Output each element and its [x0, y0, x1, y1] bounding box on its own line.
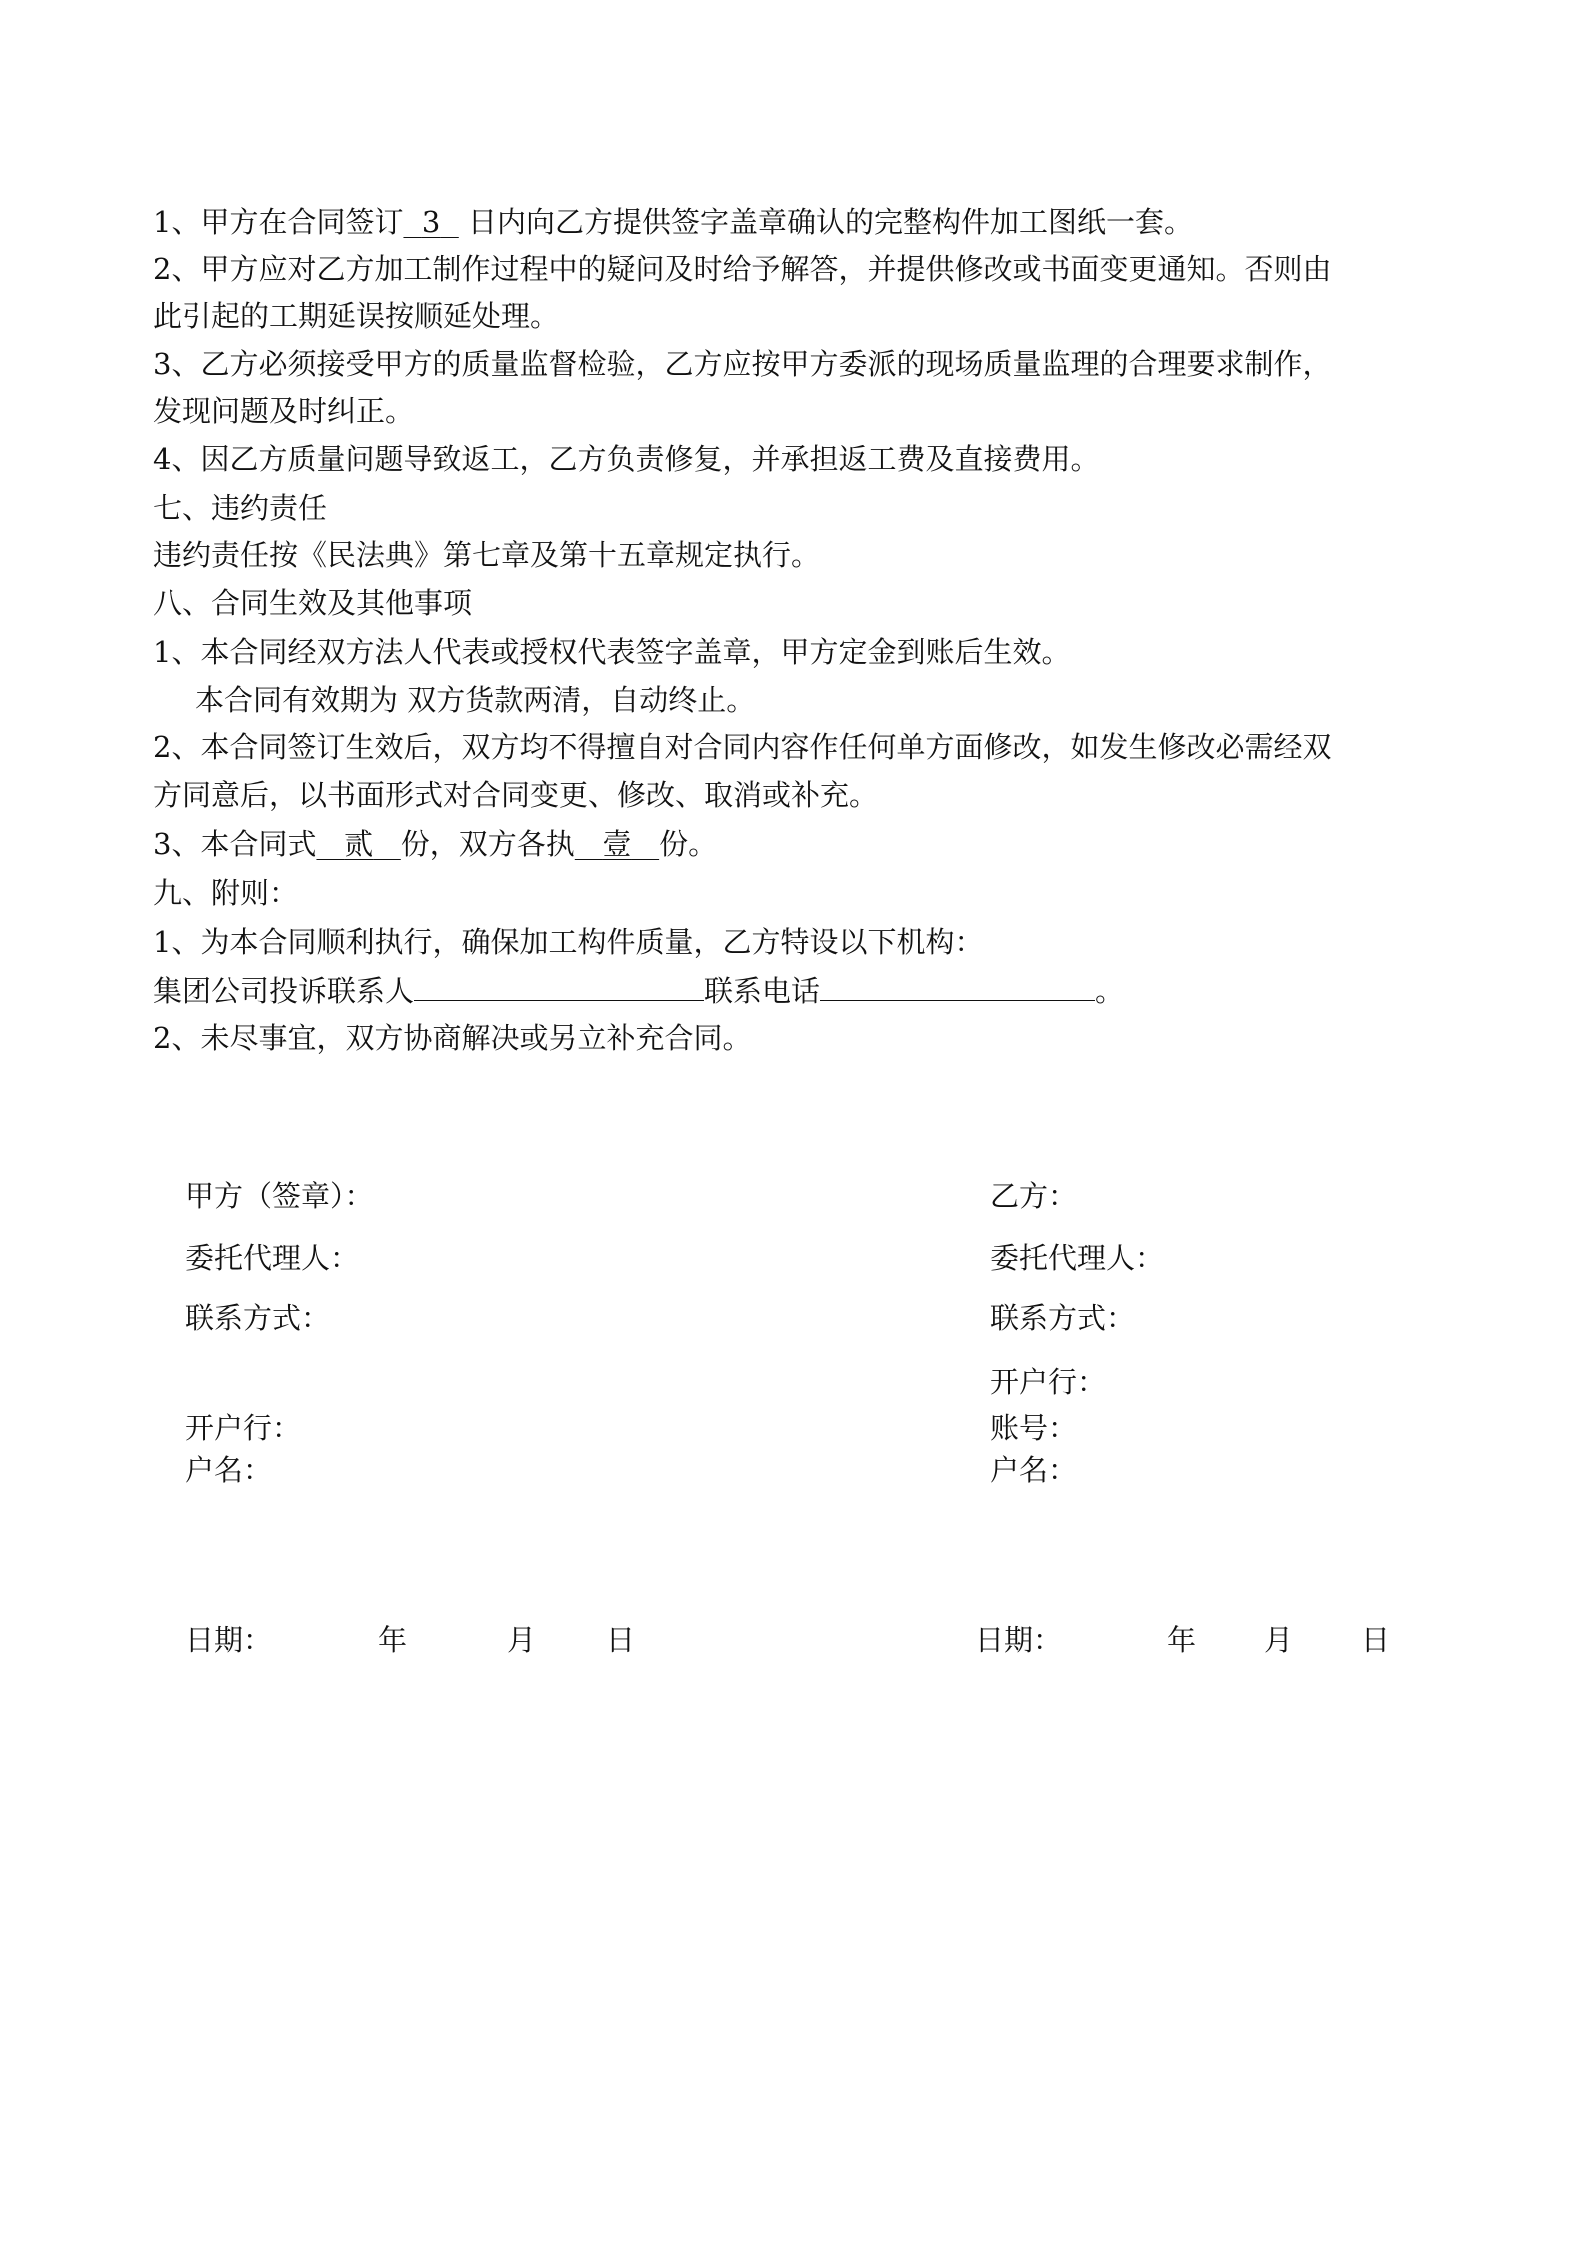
obligation-item-3-line-2: 发现问题及时纠正。	[153, 394, 415, 428]
party-a-bank: 开户行：	[185, 1411, 302, 1445]
party-a-date-label: 日期：	[185, 1623, 273, 1657]
party-b-agent: 委托代理人：	[990, 1241, 1165, 1275]
party-a-date-month: 月	[507, 1623, 537, 1657]
obligation-item-3-line-1: 3、乙方必须接受甲方的质量监督检验，乙方应按甲方委派的现场质量监理的合理要求制作，	[153, 347, 1332, 381]
party-b-contact: 联系方式：	[990, 1301, 1136, 1335]
delivery-days-value: 3	[421, 205, 441, 239]
obligation-item-2-line-2: 此引起的工期延误按顺延处理。	[153, 299, 560, 333]
section-8-item-3: 3、本合同式 贰 份，双方各执 壹 份。	[153, 827, 718, 861]
section-8-validity: 本合同有效期为 双方货款两清，自动终止。	[195, 683, 756, 717]
party-b-account-name: 户名：	[990, 1453, 1078, 1487]
complaint-contact-label: 集团公司投诉联系人	[153, 974, 415, 1008]
section-9-contact-line: 集团公司投诉联系人 联系电话 。	[153, 970, 1124, 1011]
section-9-item-1: 1、为本合同顺利执行，确保加工构件质量，乙方特设以下机构：	[153, 925, 984, 959]
party-a-agent: 委托代理人：	[185, 1241, 360, 1275]
party-b-date-day: 日	[1361, 1623, 1391, 1657]
copies-total-value: 贰	[344, 827, 374, 861]
section-9-item-2: 2、未尽事宜，双方协商解决或另立补充合同。	[153, 1021, 752, 1055]
party-a-date-day: 日	[606, 1623, 636, 1657]
party-b-title: 乙方：	[990, 1179, 1078, 1213]
party-b-date-label: 日期：	[975, 1623, 1063, 1657]
phone-label: 联系电话	[704, 974, 821, 1008]
party-a-contact: 联系方式：	[185, 1301, 331, 1335]
party-b-bank: 开户行：	[990, 1365, 1107, 1399]
party-b-date-month: 月	[1264, 1623, 1294, 1657]
section-8-item-1: 1、本合同经双方法人代表或授权代表签字盖章，甲方定金到账后生效。	[153, 635, 1071, 669]
section-8-item-2-line-2: 方同意后，以书面形式对合同变更、修改、取消或补充。	[153, 778, 879, 812]
party-a-title: 甲方（签章）：	[185, 1179, 374, 1213]
party-b-account-no: 账号：	[990, 1411, 1078, 1445]
obligation-item-2-line-1: 2、甲方应对乙方加工制作过程中的疑问及时给予解答，并提供修改或书面变更通知。否则由	[153, 252, 1332, 286]
section-8-heading: 八、合同生效及其他事项	[153, 586, 473, 620]
copies-each-value: 壹	[602, 827, 632, 861]
section-7-text: 违约责任按《民法典》第七章及第十五章规定执行。	[153, 538, 821, 572]
section-7-heading: 七、违约责任	[153, 491, 328, 525]
obligation-item-4: 4、因乙方质量问题导致返工，乙方负责修复，并承担返工费及直接费用。	[153, 442, 1100, 476]
complaint-contact-blank[interactable]	[414, 970, 704, 1001]
section-9-heading: 九、附则：	[153, 876, 299, 910]
party-a-date-year: 年	[378, 1623, 408, 1657]
party-b-date-year: 年	[1167, 1623, 1197, 1657]
party-a-account-name: 户名：	[185, 1453, 273, 1487]
obligation-item-1-prefix: 1、甲方在合同签订	[153, 205, 404, 239]
obligation-item-1	[153, 202, 1193, 242]
phone-blank[interactable]	[820, 970, 1095, 1001]
section-8-item-2-line-1: 2、本合同签订生效后，双方均不得擅自对合同内容作任何单方面修改，如发生修改必需经双	[153, 730, 1332, 764]
obligation-item-1-suffix: 日内向乙方提供签字盖章确认的完整构件加工图纸一套。	[468, 205, 1194, 239]
